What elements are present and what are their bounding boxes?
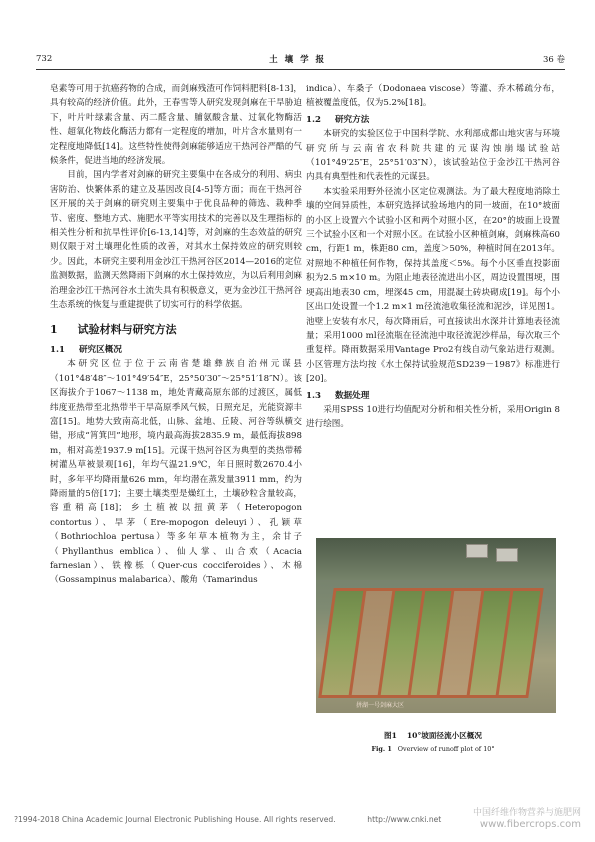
section-title: 试验材料与研究方法 bbox=[77, 322, 177, 336]
right-column bbox=[306, 82, 560, 432]
subsection-heading bbox=[306, 113, 560, 127]
watermark bbox=[473, 808, 581, 830]
page-header bbox=[36, 52, 565, 70]
volume-label: 36 卷 bbox=[542, 55, 565, 65]
figure-number-en: Fig. 1 bbox=[371, 745, 392, 753]
vegetation-background bbox=[316, 538, 556, 580]
subsection-number: 1.1 bbox=[50, 344, 65, 355]
footer-url[interactable]: http://www.cnki.net bbox=[367, 814, 442, 824]
plot-grid bbox=[318, 588, 543, 698]
subsection-title: 研究区概况 bbox=[78, 344, 122, 355]
subsection-title: 数据处理 bbox=[334, 390, 370, 401]
paragraph: indica）、车桑子（Dodonaea viscose）等灌、乔木稀疏分布，植被覆盖度低，仅为5.2%[18]。 bbox=[306, 84, 560, 109]
section-heading bbox=[50, 323, 302, 337]
figure-caption-en bbox=[306, 745, 560, 753]
paragraph: 采用SPSS 10进行均值配对分析和相关性分析，采用Origin 8进行绘图。 bbox=[306, 404, 560, 430]
subsection-title: 研究方法 bbox=[334, 114, 370, 125]
figure-caption-cn bbox=[306, 730, 560, 741]
paragraph: 本研究的实验区位于中国科学院、水利部成都山地灾害与环境研究所与云南省农科院共建的元谋沟蚀崩塌试验站（101°49′25″E，25°51′03″N），该试验站位于金沙江干热河谷内具有典型性和代表性的元谋县。 bbox=[306, 129, 560, 183]
subsection-heading bbox=[50, 343, 302, 357]
building-shape bbox=[466, 544, 488, 558]
subsection-number: 1.2 bbox=[306, 114, 321, 125]
watermark-url: www.fibercrops.com bbox=[479, 819, 581, 830]
figure-number: 图1 bbox=[383, 731, 397, 740]
page-footer bbox=[14, 808, 581, 830]
runoff-plot-photo bbox=[316, 538, 556, 713]
copyright-notice: ?1994-2018 China Academic Journal Electronic Publishing House. All rights reserved. bbox=[14, 814, 336, 824]
paragraph: 本实验采用野外径流小区定位观测法。为了最大程度地消除土壤的空间异质性，本研究选择试验场地内的同一坡面，在10°坡面的小区上设置六个试验小区和两个对照小区，在20°的坡面上设置三个试验小区和一个对照小区。在试验小区种植剑麻，剑麻株高60 cm，行距1 m，株距80 cm，盖度＞50%，种植时间在2013年。对照地不种植任何作物，保持其盖度＜5%。每个小区垂直投影面积为2.5 m×10 m。为阻止地表径流进出小区，周边设置围埂，围埂高出地表30 cm，埋深45 cm，用混凝土砖块砌成[19]。每个小区出口处设置一个1.2 m×1 m径流池收集径流和泥沙，详见图1。池壁上安装有水尺，每次降雨后，可直接读出水深并计算地表径流量；采用1000 ml径流瓶在径流池中取径流泥沙样品，每次取三个重复样。降雨数据采用Vantage Pro2有线自动气象站进行观测。小区管理方法均按《水土保持试验规范SD239－1987》标准进行[20]。 bbox=[306, 186, 560, 385]
subsection-heading bbox=[306, 389, 560, 403]
page-number: 732 bbox=[36, 54, 53, 64]
watermark-text: 中国纤维作物营养与施肥网 bbox=[472, 808, 581, 818]
left-column bbox=[50, 82, 302, 588]
paragraph: 本研究区位于位于云南省楚雄彝族自治州元谋县（101°48′48″～101°49′54″E，25°50′30″～25°51′18″N）。该区海拔介于1067～1138 m，地处青藏高原东部的过渡区，属低纬度亚热带至北热带半干旱高原季风气候，日照充足，光能资源丰富[15]。地势大致南高北低，山脉、盆地、丘陵、河谷等纵横交错，形成“筲箕凹”地形，境内最高海拔2835.9 m，最低海拔898 m，相对高差1937.9 m[15]。元谋干热河谷区为典型的类热带稀树灌丛草被景观[16]，年均气温21.9℃，年日照时数2670.4小时，多年平均降雨量626 mm，年均潜在蒸发量3911 mm，约为降雨量的5倍[17]；主要土壤类型是燥红土，土壤砂粒含量较高，容重稍高[18]；乡土植被以扭黄茅（Heteropogon contortus）、旱茅（Ere-mopogon deleuyi）、孔颖草（Bothriochloa pertusa）等多年草本植物为主，余甘子（Phyllanthus emblica）、仙人掌、山合欢（Acacia farnesian）、铁橡栎（Quer-cus cocciferoides）、木棉（Gossampinus malabarica）、酸角（Tamarindus bbox=[50, 359, 302, 586]
journal-name: 土 壤 学 报 bbox=[269, 55, 327, 65]
paragraph: 皂素等可用于抗癌药物的合成，而剑麻残渣可作饲料肥料[8-13]，具有较高的经济价值。此外，王春雪等人研究发现剑麻在干旱胁迫下，叶片叶绿素含量、丙二醛含量、脯氨酸含量、过氧化物酶活性、超氧化物歧化酶活力都有一定程度的增加，叶片含水量则有一定程度地降低[14]。这些特性使得剑麻能够适应干热河谷严酷的气候条件，促进当地的经济发展。 bbox=[50, 84, 302, 167]
figure-caption-text-en: Overview of runoff plot of 10° bbox=[397, 745, 495, 753]
paragraph: 目前，国内学者对剑麻的研究主要集中在各成分的利用、病虫害防治、快繁体系的建立及基因改良[4-5]等方面；而在干热河谷区开展的关于剑麻的研究则主要集中于优良品种的筛选、栽种季节、密度、整地方式、施肥水平等实用技术的完善以及生理指标的相关性分析和抗旱性评价[6-13,14]等，对剑麻的生态效益的研究则仅限于对土壤理化性质的改善，对其水土保持效应的研究则较少。因此，本研究主要利用金沙江干热河谷区2014—2016的定位监测数据，监测天然降雨下剑麻的水土保持效应，为以后利用剑麻治理金沙江干热河谷水土流失具有积极意义，更为金沙江干热河谷生态系统的恢复与重建提供了切实可行的科学依据。 bbox=[50, 170, 302, 311]
section-number: 1 bbox=[50, 322, 58, 336]
photo-label: 拼湖一号剑麻大区 bbox=[356, 702, 405, 709]
figure-caption-text: 10°坡面径流小区概况 bbox=[406, 731, 482, 740]
subsection-number: 1.3 bbox=[306, 390, 321, 401]
building-shape bbox=[496, 548, 518, 562]
